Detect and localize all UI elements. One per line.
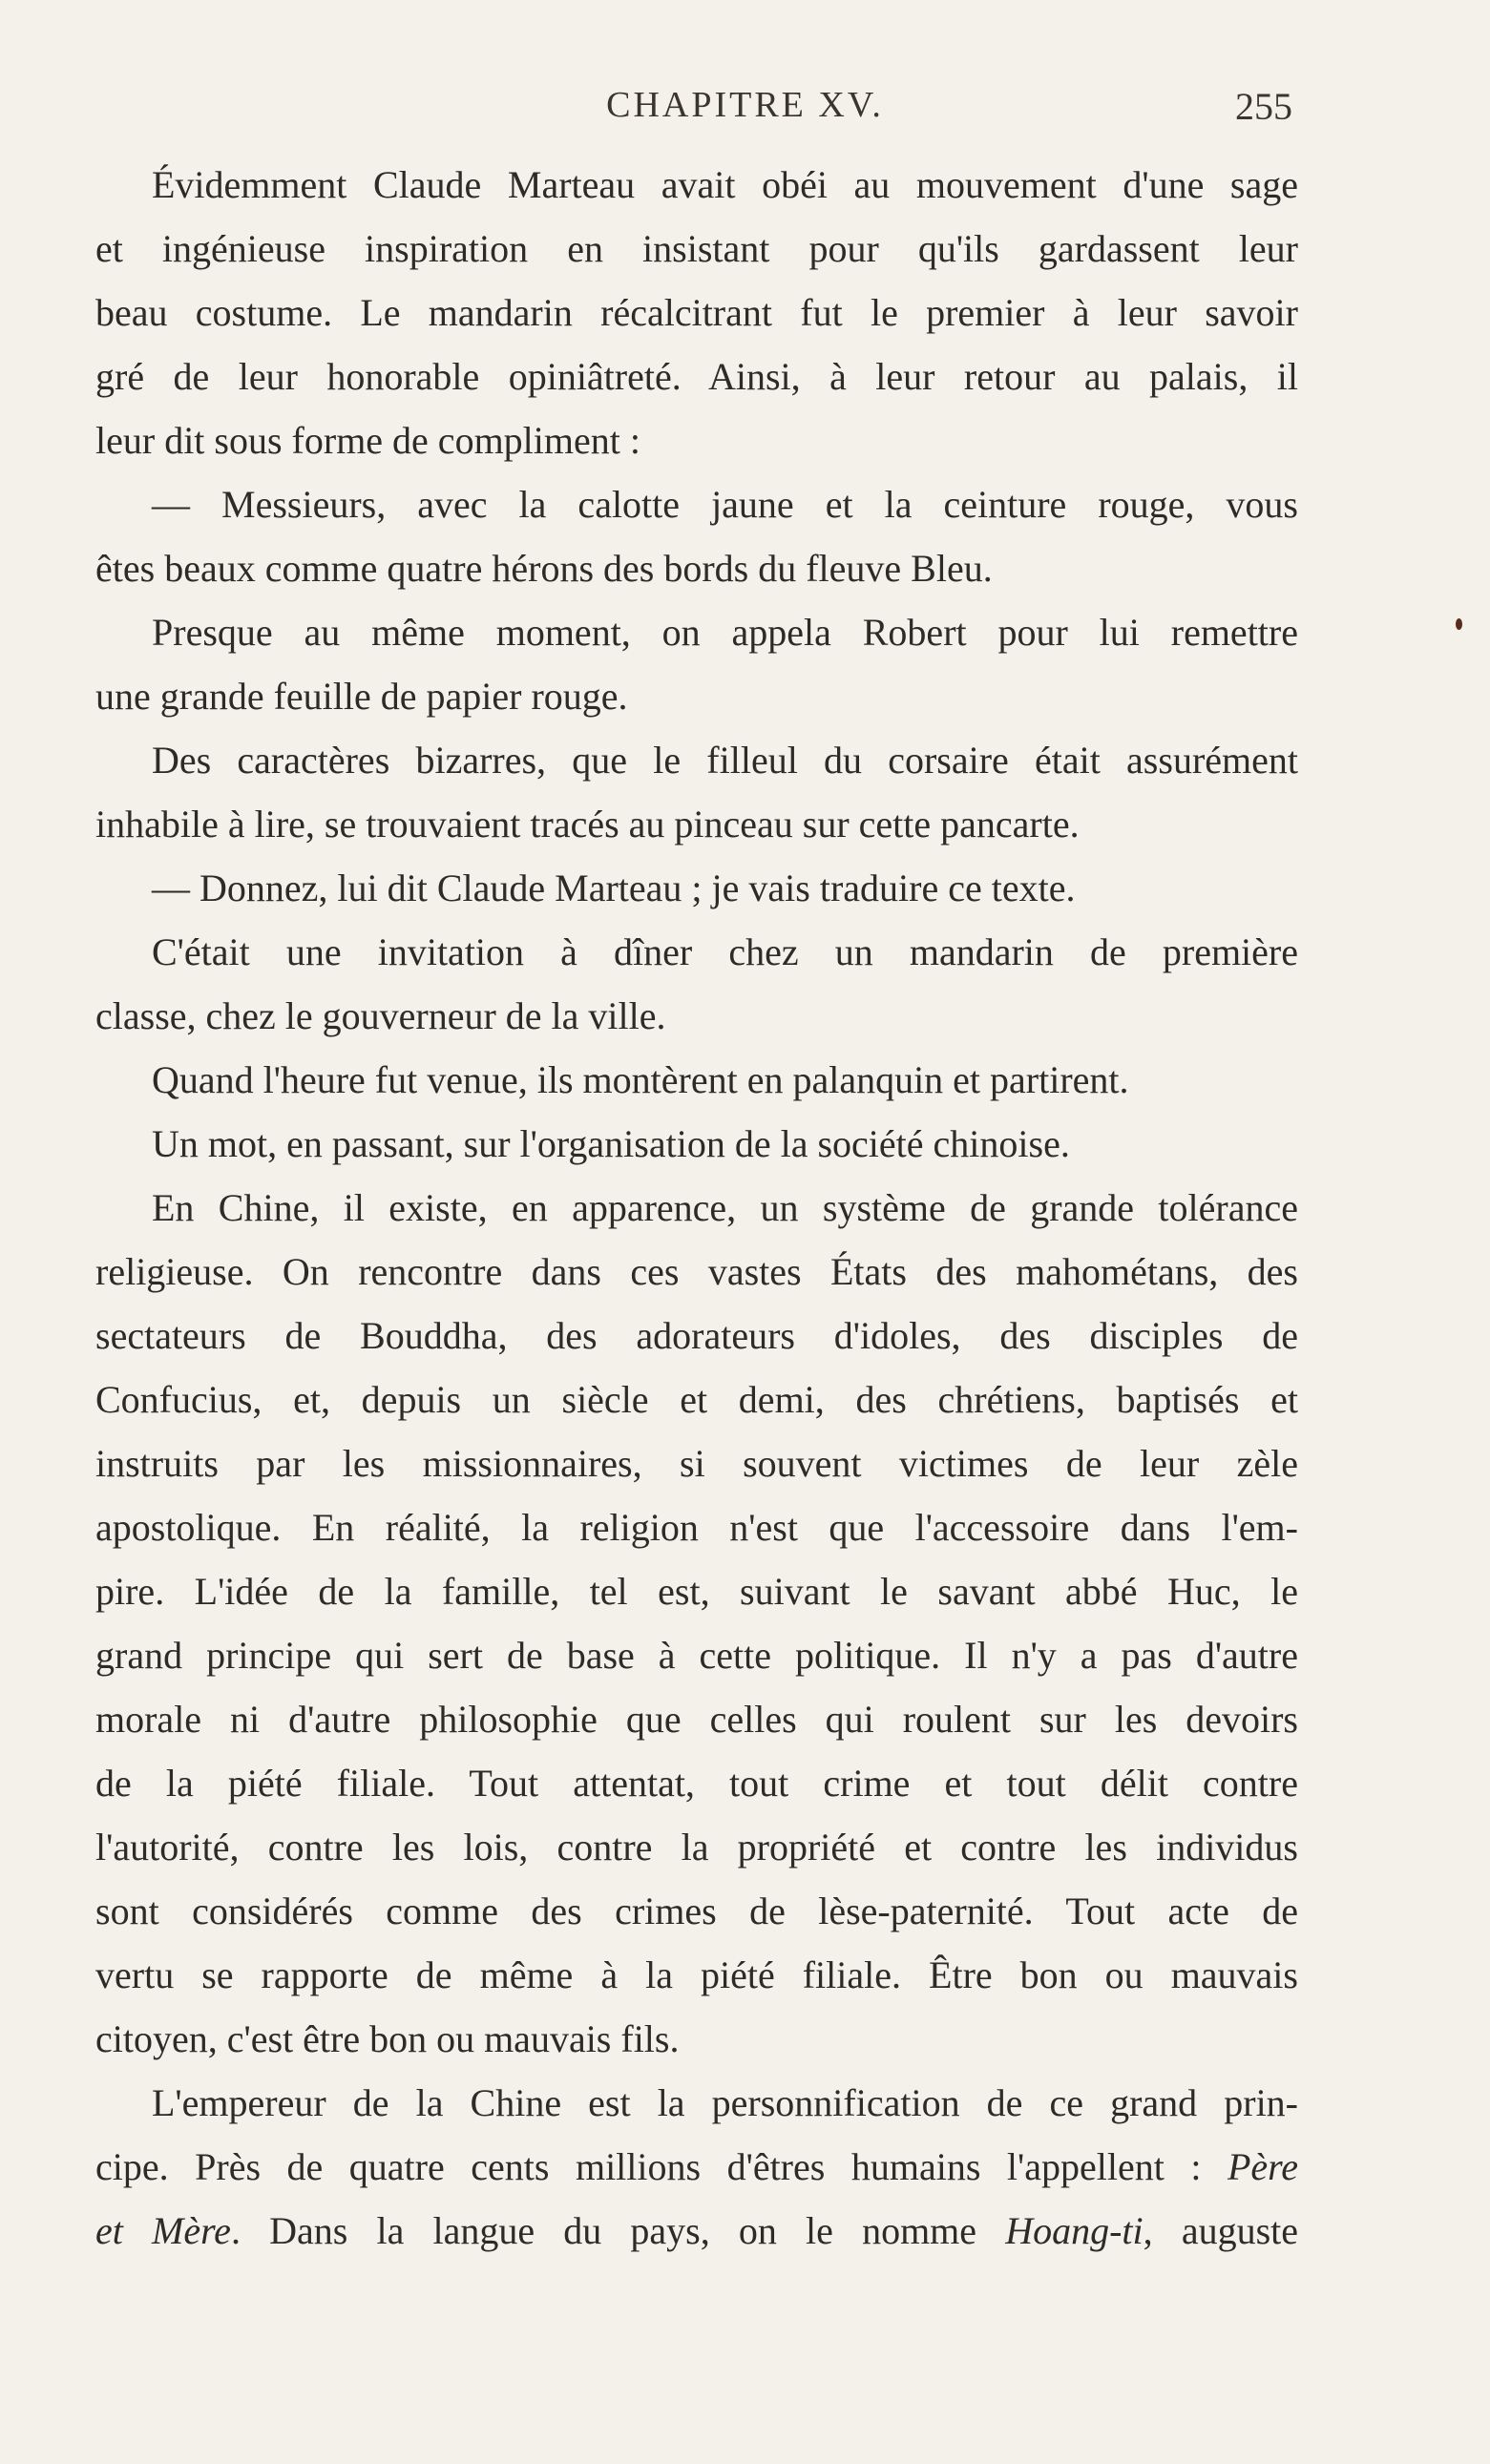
text-line: classe, chez le gouverneur de la ville. xyxy=(95,994,666,1037)
italic-term: et Mère xyxy=(95,2209,231,2252)
text-line: l'autorité, contre les lois, contre la propriété et contre les individus xyxy=(95,1826,1298,1869)
text-line: Des caractères bizarres, que le filleul du corsaire était assurément xyxy=(152,739,1298,782)
text-line: Évidemment Claude Marteau avait obéi au mouvement d'une sage xyxy=(152,163,1298,206)
text-line: inhabile à lire, se trouvaient tracés au pinceau sur cette pancarte. xyxy=(95,803,1080,846)
body-text xyxy=(95,153,1298,2263)
text-line: gré de leur honorable opiniâtreté. Ainsi, à leur retour au palais, il xyxy=(95,355,1298,398)
text-line: sont considérés comme des crimes de lèse-paternité. Tout acte de xyxy=(95,1890,1298,1932)
text-line: C'était une invitation à dîner chez un mandarin de première xyxy=(152,930,1298,973)
text-line: êtes beaux comme quatre hérons des bords du fleuve Bleu. xyxy=(95,547,993,590)
text-line: vertu se rapporte de même à la piété filiale. Être bon ou mauvais xyxy=(95,1953,1298,1996)
page-header xyxy=(0,84,1490,141)
text-line: instruits par les missionnaires, si souvent victimes de leur zèle xyxy=(95,1442,1298,1485)
text-line: cipe. Près de quatre cents millions d'êtres humains l'appellent : Père xyxy=(95,2145,1298,2188)
text-line: une grande feuille de papier rouge. xyxy=(95,675,628,718)
text-line: pire. L'idée de la famille, tel est, suivant le savant abbé Huc, le xyxy=(95,1570,1298,1613)
text-line: apostolique. En réalité, la religion n'est que l'accessoire dans l'em- xyxy=(95,1506,1298,1549)
italic-term: Père xyxy=(1227,2145,1298,2188)
text-line: et Mère. Dans la langue du pays, on le nomme Hoang-ti, auguste xyxy=(95,2209,1298,2252)
text-line: — Messieurs, avec la calotte jaune et la ceinture rouge, vous xyxy=(152,483,1298,526)
text-line: Quand l'heure fut venue, ils montèrent en palanquin et partirent. xyxy=(152,1058,1129,1101)
text-line: Confucius, et, depuis un siècle et demi, des chrétiens, baptisés et xyxy=(95,1378,1298,1421)
text-line: et ingénieuse inspiration en insistant pour qu'ils gardassent leur xyxy=(95,227,1298,270)
text-line: de la piété filiale. Tout attentat, tout crime et tout délit contre xyxy=(95,1762,1298,1805)
text-line: En Chine, il existe, en apparence, un système de grande tolérance xyxy=(152,1186,1298,1229)
running-title: CHAPITRE XV. xyxy=(606,85,884,125)
ink-speck xyxy=(1456,618,1462,630)
text-line: grand principe qui sert de base à cette politique. Il n'y a pas d'autre xyxy=(95,1634,1298,1677)
italic-term: Hoang-ti xyxy=(1005,2209,1144,2252)
text-line: Un mot, en passant, sur l'organisation de la société chinoise. xyxy=(152,1122,1070,1165)
text-line: Presque au même moment, on appela Robert pour lui remettre xyxy=(152,611,1298,654)
text-line: morale ni d'autre philosophie que celles qui roulent sur les devoirs xyxy=(95,1698,1298,1741)
text-line: — Donnez, lui dit Claude Marteau ; je vais traduire ce texte. xyxy=(152,867,1076,909)
text-line: sectateurs de Bouddha, des adorateurs d'idoles, des disciples de xyxy=(95,1314,1298,1357)
text-line: leur dit sous forme de compliment : xyxy=(95,419,640,462)
text-line: L'empereur de la Chine est la personnification de ce grand prin- xyxy=(152,2081,1298,2124)
text-line: citoyen, c'est être bon ou mauvais fils. xyxy=(95,2017,680,2060)
text-line: religieuse. On rencontre dans ces vastes États des mahométans, des xyxy=(95,1250,1298,1293)
text-line: beau costume. Le mandarin récalcitrant fut le premier à leur savoir xyxy=(95,291,1298,334)
page-number: 255 xyxy=(1235,85,1292,128)
